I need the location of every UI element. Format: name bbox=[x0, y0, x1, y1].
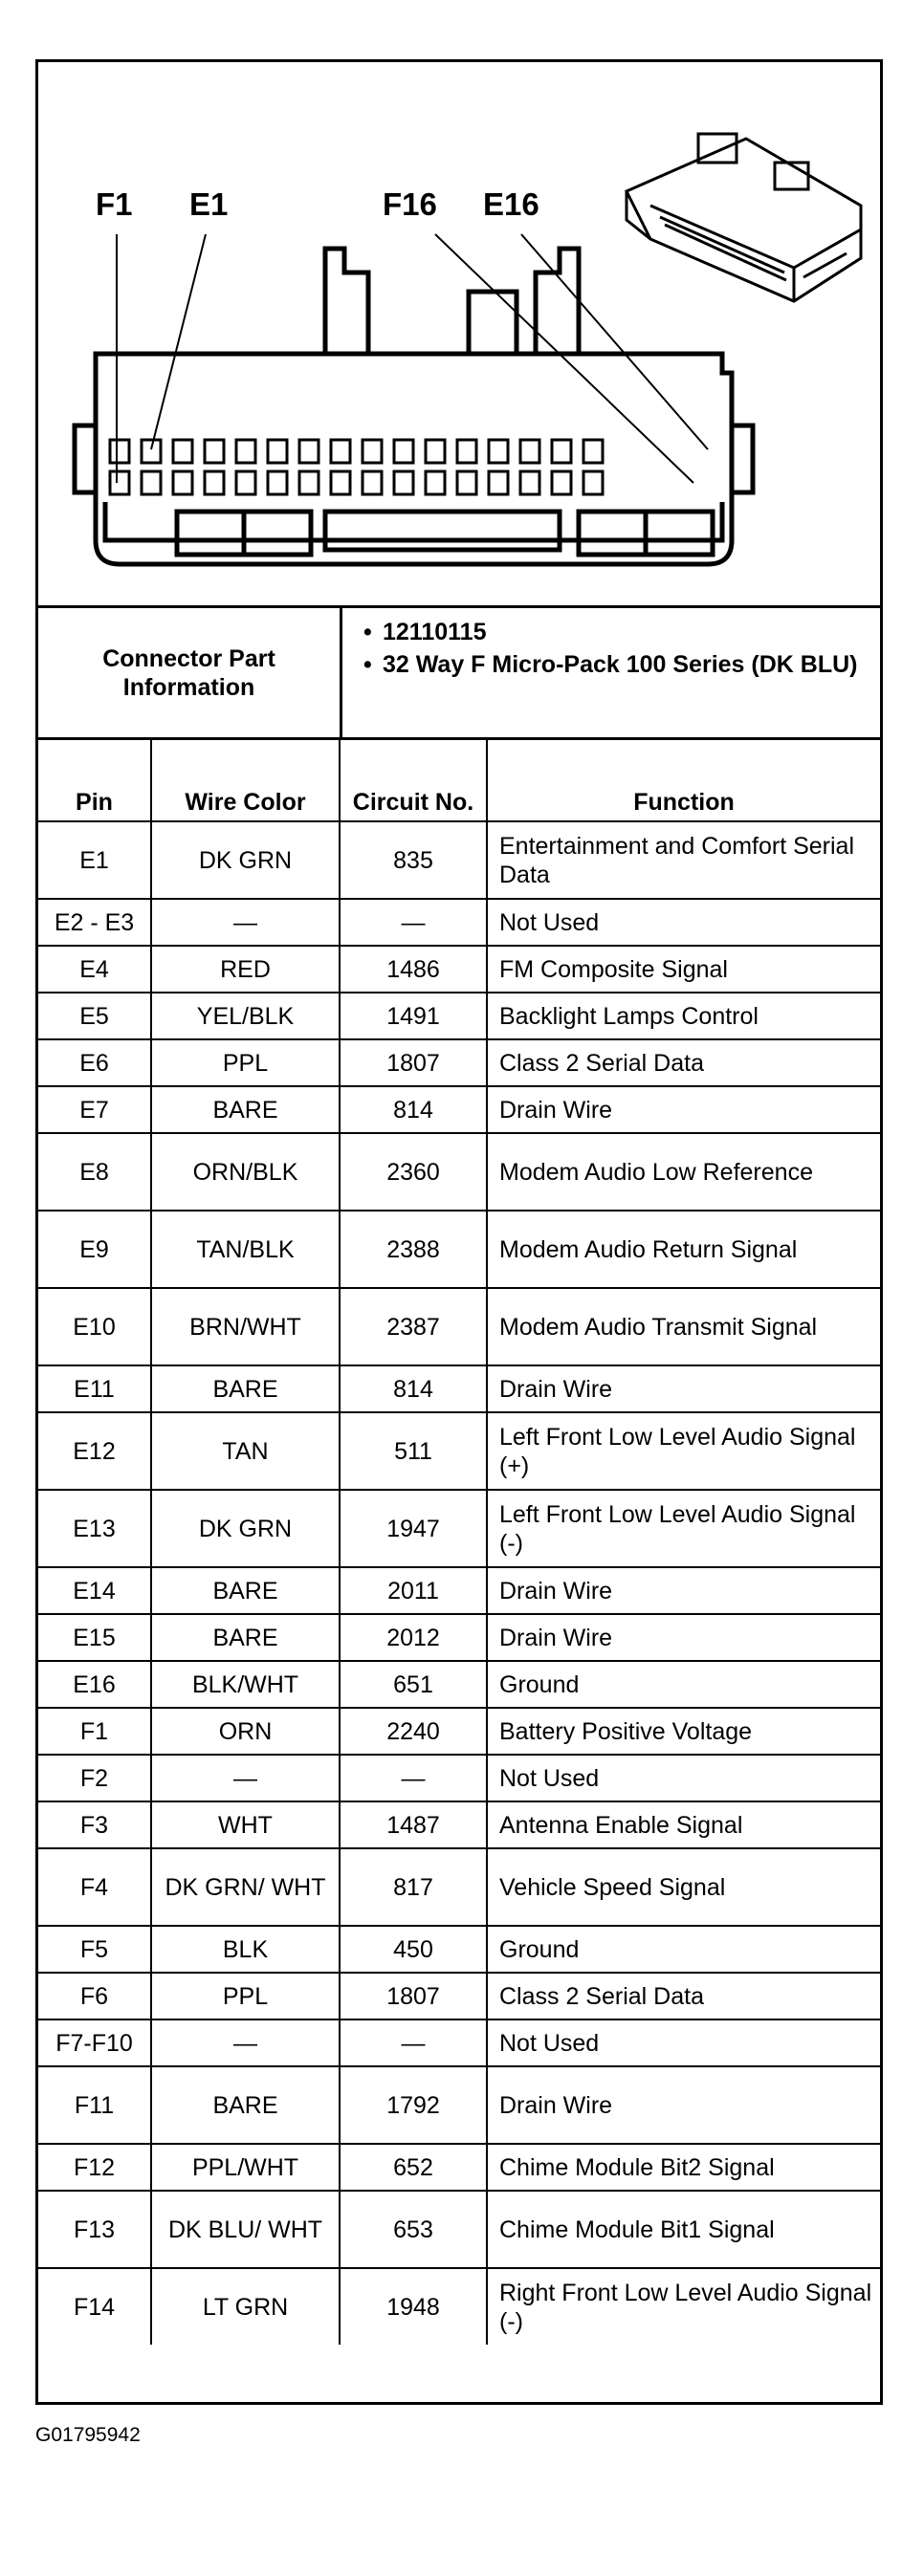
connector-part-info bbox=[38, 608, 880, 740]
wire-color-cell: BLK bbox=[151, 1926, 340, 1973]
header-wire-color: Wire Color bbox=[151, 740, 340, 821]
pin-cell: F5 bbox=[38, 1926, 151, 1973]
part-number: 12110115 bbox=[383, 619, 487, 645]
function-cell: Vehicle Speed Signal bbox=[487, 1848, 880, 1926]
table-row bbox=[38, 899, 880, 946]
pin-cell: F4 bbox=[38, 1848, 151, 1926]
function-cell: Drain Wire bbox=[487, 1086, 880, 1133]
circuit-cell: 1947 bbox=[340, 1490, 487, 1567]
function-cell: Drain Wire bbox=[487, 2066, 880, 2144]
pin-cell: F13 bbox=[38, 2191, 151, 2268]
pin-cell: E14 bbox=[38, 1567, 151, 1614]
table-row bbox=[38, 1973, 880, 2019]
pin-cell: E11 bbox=[38, 1365, 151, 1412]
circuit-cell: 1487 bbox=[340, 1801, 487, 1848]
connector-perspective-view bbox=[627, 134, 861, 301]
function-cell: Modem Audio Transmit Signal bbox=[487, 1288, 880, 1365]
wire-color-cell: ORN/BLK bbox=[151, 1133, 340, 1211]
function-cell: Left Front Low Level Audio Signal (+) bbox=[487, 1412, 880, 1490]
bullet: • bbox=[363, 619, 372, 645]
table-row bbox=[38, 1848, 880, 1926]
table-row bbox=[38, 946, 880, 993]
wire-color-cell: RED bbox=[151, 946, 340, 993]
pin-cell: F6 bbox=[38, 1973, 151, 2019]
circuit-cell: 652 bbox=[340, 2144, 487, 2191]
function-cell: Drain Wire bbox=[487, 1365, 880, 1412]
label-e16: E16 bbox=[483, 186, 539, 222]
connector-description: 32 Way F Micro-Pack 100 Series (DK BLU) bbox=[383, 651, 858, 678]
table-row bbox=[38, 1039, 880, 1086]
table-row bbox=[38, 1490, 880, 1567]
connector-diagram bbox=[38, 62, 880, 608]
circuit-cell: 1491 bbox=[340, 993, 487, 1039]
table-row bbox=[38, 2144, 880, 2191]
label-f1: F1 bbox=[96, 186, 133, 222]
function-cell: Ground bbox=[487, 1926, 880, 1973]
wire-color-cell: BARE bbox=[151, 1086, 340, 1133]
table-row bbox=[38, 1211, 880, 1288]
pin-cell: E15 bbox=[38, 1614, 151, 1661]
function-cell: Chime Module Bit1 Signal bbox=[487, 2191, 880, 2268]
function-cell: Battery Positive Voltage bbox=[487, 1708, 880, 1755]
table-row bbox=[38, 1412, 880, 1490]
pin-cell: E16 bbox=[38, 1661, 151, 1708]
wire-color-cell: YEL/BLK bbox=[151, 993, 340, 1039]
pin-cell: E7 bbox=[38, 1086, 151, 1133]
circuit-cell: 1807 bbox=[340, 1039, 487, 1086]
circuit-cell: 817 bbox=[340, 1848, 487, 1926]
function-cell: Drain Wire bbox=[487, 1614, 880, 1661]
function-cell: Class 2 Serial Data bbox=[487, 1973, 880, 2019]
circuit-cell: 1792 bbox=[340, 2066, 487, 2144]
connector-sheet bbox=[35, 59, 883, 2405]
function-cell: Modem Audio Low Reference bbox=[487, 1133, 880, 1211]
table-row bbox=[38, 1661, 880, 1708]
pin-cell: F11 bbox=[38, 2066, 151, 2144]
wire-color-cell: ORN bbox=[151, 1708, 340, 1755]
table-row bbox=[38, 1614, 880, 1661]
bullet: • bbox=[363, 651, 372, 678]
table-row bbox=[38, 1567, 880, 1614]
table-row bbox=[38, 1133, 880, 1211]
wire-color-cell: BARE bbox=[151, 2066, 340, 2144]
wire-color-cell: — bbox=[151, 1755, 340, 1801]
circuit-cell: — bbox=[340, 899, 487, 946]
connector-part-info-values bbox=[342, 618, 878, 683]
pin-cell: E5 bbox=[38, 993, 151, 1039]
wire-color-cell: WHT bbox=[151, 1801, 340, 1848]
wire-color-cell: DK BLU/ WHT bbox=[151, 2191, 340, 2268]
table-header-row bbox=[38, 740, 880, 821]
function-cell: Right Front Low Level Audio Signal (-) bbox=[487, 2268, 880, 2345]
part-number-line bbox=[342, 618, 878, 646]
function-cell: Antenna Enable Signal bbox=[487, 1801, 880, 1848]
wire-color-cell: TAN/BLK bbox=[151, 1211, 340, 1288]
label-f16: F16 bbox=[383, 186, 437, 222]
connector-drawing bbox=[38, 62, 880, 605]
circuit-cell: — bbox=[340, 2019, 487, 2066]
table-row bbox=[38, 2191, 880, 2268]
pin-cell: E1 bbox=[38, 821, 151, 899]
table-row bbox=[38, 1926, 880, 1973]
wire-color-cell: BRN/WHT bbox=[151, 1288, 340, 1365]
pin-cell: E2 - E3 bbox=[38, 899, 151, 946]
circuit-cell: 653 bbox=[340, 2191, 487, 2268]
pin-cell: E10 bbox=[38, 1288, 151, 1365]
wire-color-cell: PPL/WHT bbox=[151, 2144, 340, 2191]
connector-description-line bbox=[342, 650, 878, 679]
wire-color-cell: BARE bbox=[151, 1567, 340, 1614]
header-pin: Pin bbox=[38, 740, 151, 821]
table-row bbox=[38, 1288, 880, 1365]
figure-id: G01795942 bbox=[35, 2424, 141, 2446]
pinout-table bbox=[38, 740, 880, 2345]
wire-color-cell: — bbox=[151, 899, 340, 946]
table-row bbox=[38, 1708, 880, 1755]
wire-color-cell: PPL bbox=[151, 1973, 340, 2019]
header-function: Function bbox=[487, 740, 880, 821]
connector-part-info-label: Connector Part Information bbox=[38, 608, 342, 737]
pin-cell: E12 bbox=[38, 1412, 151, 1490]
table-row bbox=[38, 821, 880, 899]
function-cell: Not Used bbox=[487, 899, 880, 946]
label-e1: E1 bbox=[189, 186, 229, 222]
pin-cell: E9 bbox=[38, 1211, 151, 1288]
function-cell: Modem Audio Return Signal bbox=[487, 1211, 880, 1288]
circuit-cell: 2360 bbox=[340, 1133, 487, 1211]
pin-cell: F7-F10 bbox=[38, 2019, 151, 2066]
circuit-cell: 651 bbox=[340, 1661, 487, 1708]
table-row bbox=[38, 2019, 880, 2066]
circuit-cell: 814 bbox=[340, 1086, 487, 1133]
function-cell: Left Front Low Level Audio Signal (-) bbox=[487, 1490, 880, 1567]
pin-cell: F2 bbox=[38, 1755, 151, 1801]
pin-cell: F12 bbox=[38, 2144, 151, 2191]
pin-cell: E4 bbox=[38, 946, 151, 993]
pin-cell: F3 bbox=[38, 1801, 151, 1848]
pin-cell: E8 bbox=[38, 1133, 151, 1211]
circuit-cell: 2388 bbox=[340, 1211, 487, 1288]
pin-cell: F1 bbox=[38, 1708, 151, 1755]
function-cell: Drain Wire bbox=[487, 1567, 880, 1614]
function-cell: FM Composite Signal bbox=[487, 946, 880, 993]
table-row bbox=[38, 2268, 880, 2345]
wire-color-cell: TAN bbox=[151, 1412, 340, 1490]
pinout-rows bbox=[38, 821, 880, 2345]
circuit-cell: 1807 bbox=[340, 1973, 487, 2019]
wire-color-cell: DK GRN/ WHT bbox=[151, 1848, 340, 1926]
pin-cell: F14 bbox=[38, 2268, 151, 2345]
function-cell: Chime Module Bit2 Signal bbox=[487, 2144, 880, 2191]
circuit-cell: 2011 bbox=[340, 1567, 487, 1614]
table-row bbox=[38, 1801, 880, 1848]
circuit-cell: 511 bbox=[340, 1412, 487, 1490]
circuit-cell: 835 bbox=[340, 821, 487, 899]
function-cell: Not Used bbox=[487, 2019, 880, 2066]
function-cell: Backlight Lamps Control bbox=[487, 993, 880, 1039]
circuit-cell: 2240 bbox=[340, 1708, 487, 1755]
wire-color-cell: DK GRN bbox=[151, 1490, 340, 1567]
circuit-cell: 1486 bbox=[340, 946, 487, 993]
pin-cell: E13 bbox=[38, 1490, 151, 1567]
circuit-cell: 2387 bbox=[340, 1288, 487, 1365]
circuit-cell: 450 bbox=[340, 1926, 487, 1973]
function-cell: Entertainment and Comfort Serial Data bbox=[487, 821, 880, 899]
circuit-cell: 814 bbox=[340, 1365, 487, 1412]
table-row bbox=[38, 993, 880, 1039]
header-circuit: Circuit No. bbox=[340, 740, 487, 821]
wire-color-cell: DK GRN bbox=[151, 821, 340, 899]
function-cell: Ground bbox=[487, 1661, 880, 1708]
wire-color-cell: PPL bbox=[151, 1039, 340, 1086]
table-row bbox=[38, 2066, 880, 2144]
pin-cell: E6 bbox=[38, 1039, 151, 1086]
wire-color-cell: BARE bbox=[151, 1365, 340, 1412]
wire-color-cell: BLK/WHT bbox=[151, 1661, 340, 1708]
table-row bbox=[38, 1086, 880, 1133]
wire-color-cell: — bbox=[151, 2019, 340, 2066]
circuit-cell: — bbox=[340, 1755, 487, 1801]
function-cell: Class 2 Serial Data bbox=[487, 1039, 880, 1086]
circuit-cell: 2012 bbox=[340, 1614, 487, 1661]
table-row bbox=[38, 1755, 880, 1801]
wire-color-cell: LT GRN bbox=[151, 2268, 340, 2345]
pin-cavities bbox=[110, 440, 603, 494]
function-cell: Not Used bbox=[487, 1755, 880, 1801]
table-row bbox=[38, 1365, 880, 1412]
wire-color-cell: BARE bbox=[151, 1614, 340, 1661]
circuit-cell: 1948 bbox=[340, 2268, 487, 2345]
